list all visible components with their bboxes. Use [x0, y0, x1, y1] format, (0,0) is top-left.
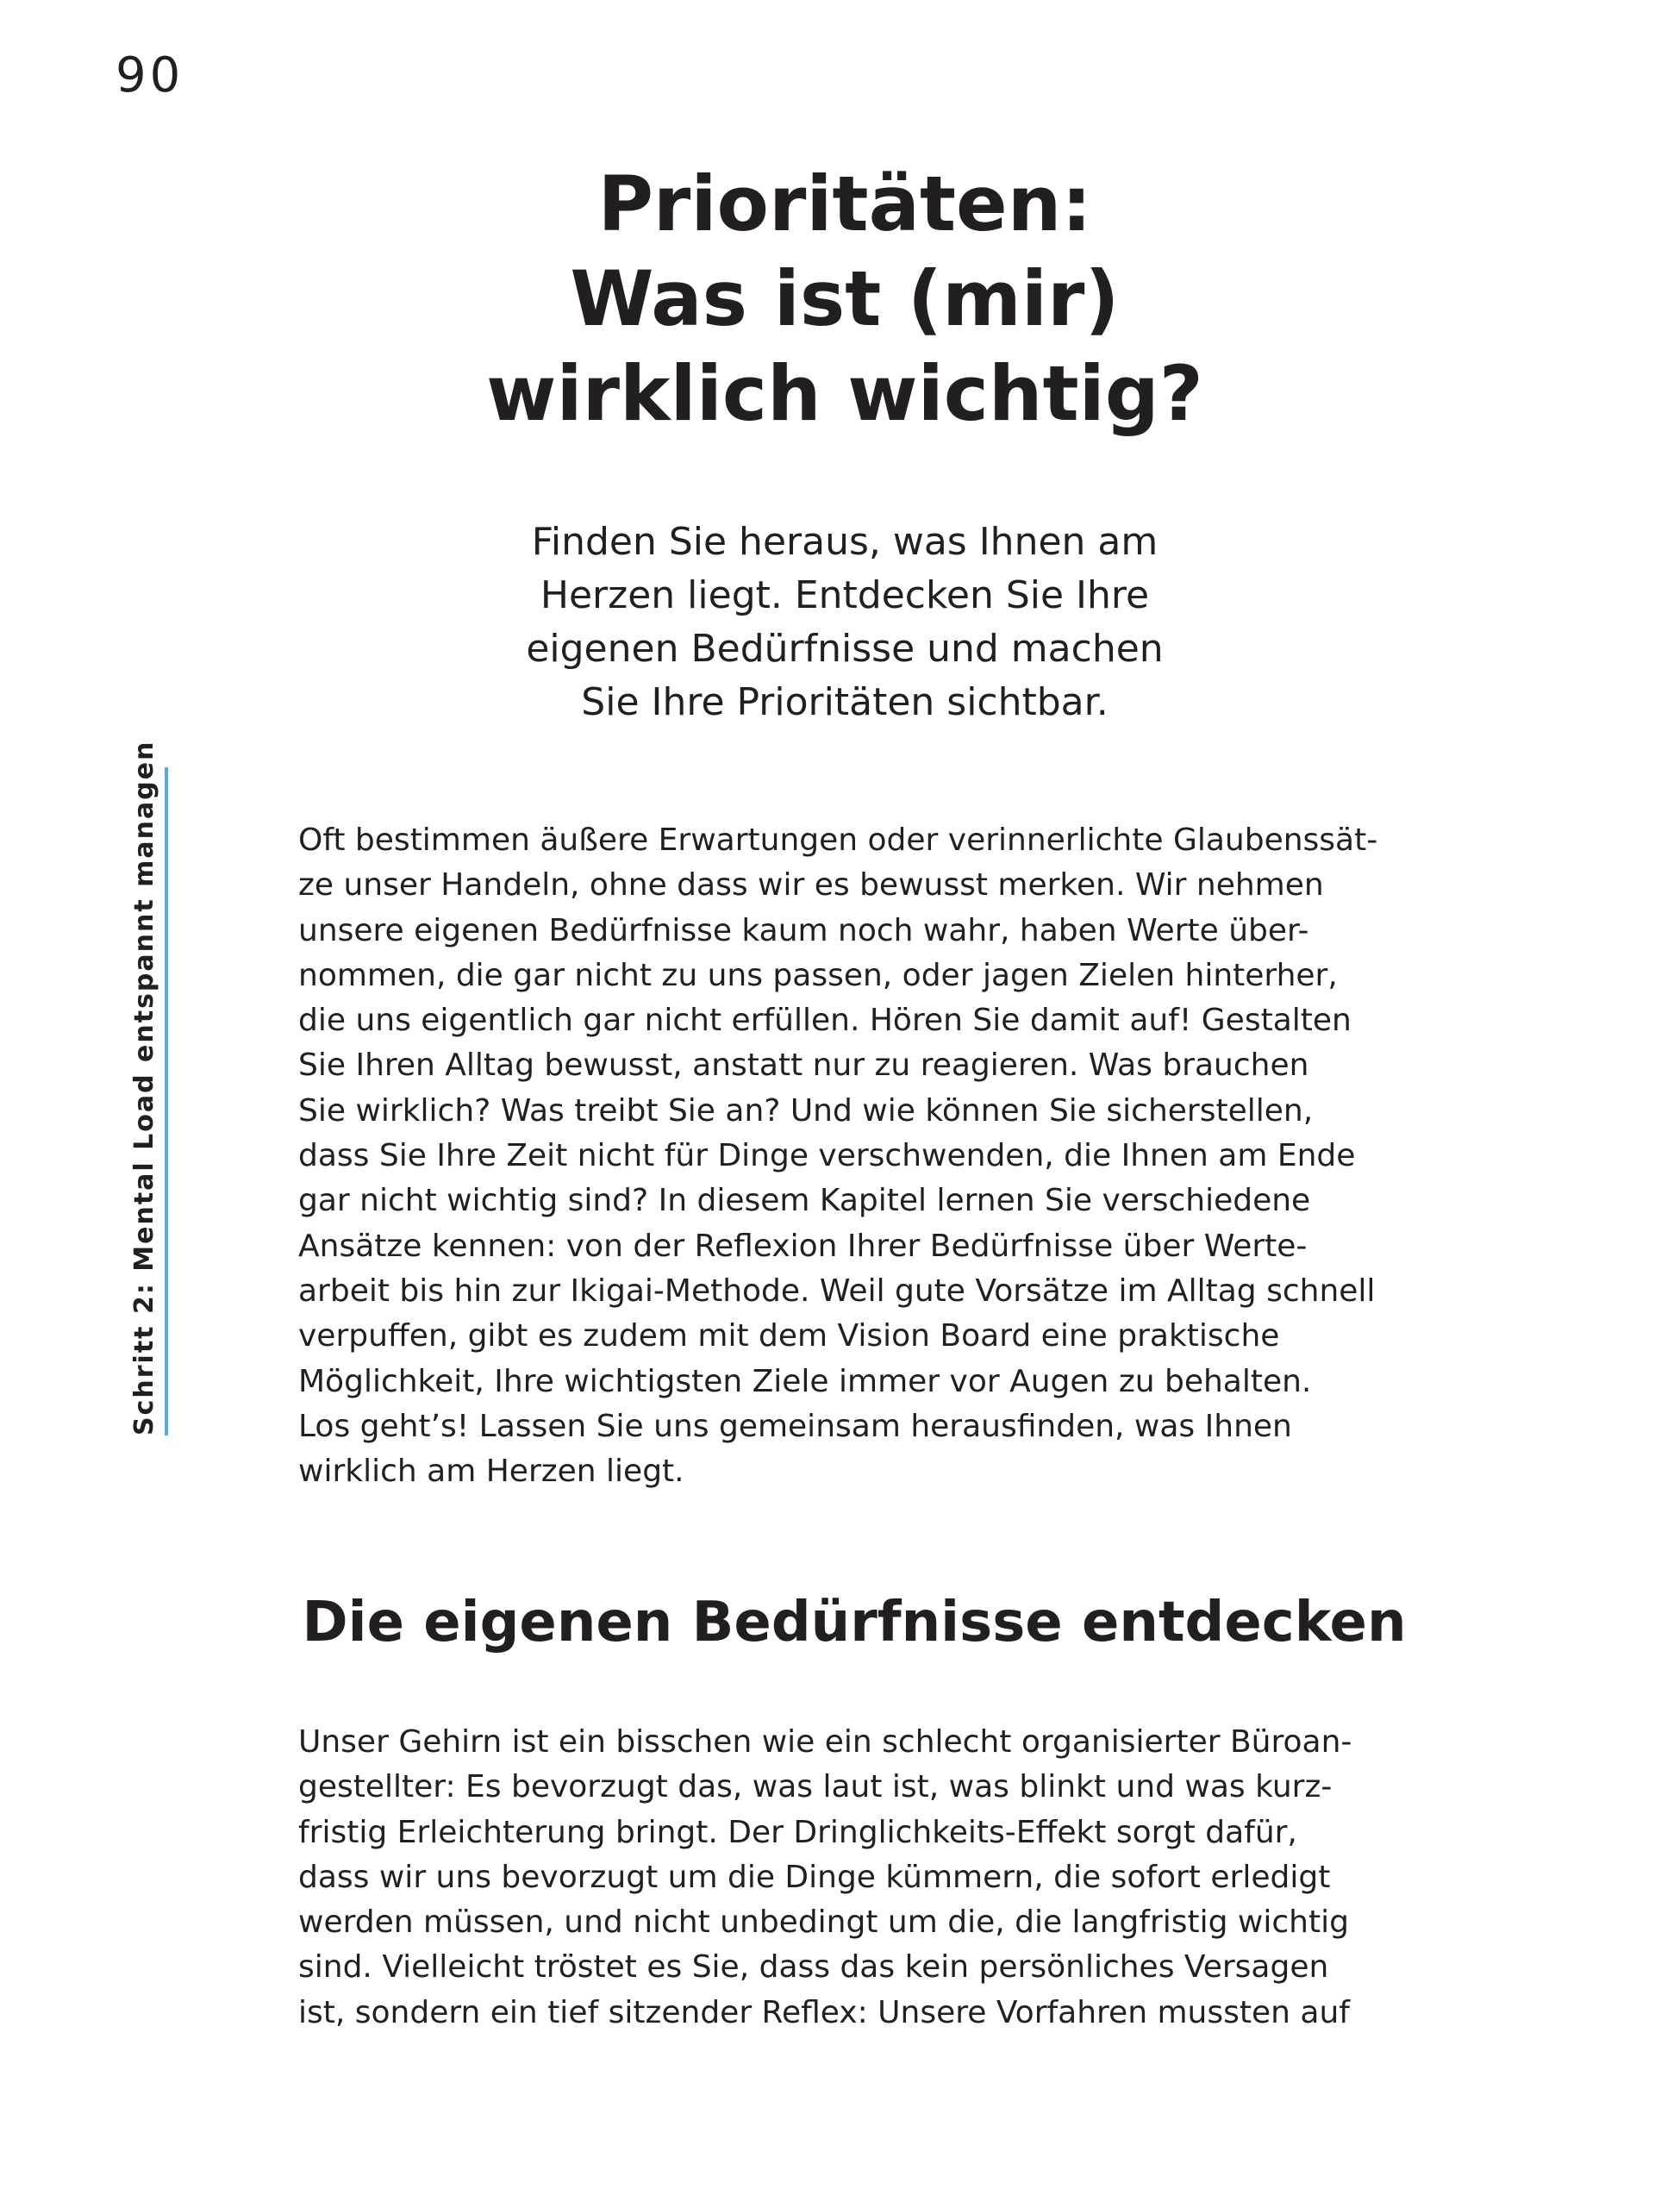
- chapter-title-line: wirklich wichtig?: [486, 349, 1203, 438]
- lead-line: Herzen liegt. Entdecken Sie Ihre: [540, 573, 1150, 617]
- text-line: fristig Erleichterung bringt. Der Dringlichkeits-Effekt sorgt dafür,: [298, 1814, 1297, 1850]
- chapter-title-line: Prioritäten:: [597, 159, 1092, 248]
- text-line: Los geht’s! Lassen Sie uns gemeinsam herausfinden, was Ihnen: [298, 1408, 1292, 1444]
- text-line: ist, sondern ein tief sitzender Reflex: Unsere Vorfahren mussten auf: [298, 1994, 1350, 2030]
- text-line: Möglichkeit, Ihre wichtigsten Ziele immer vor Augen zu behalten.: [298, 1363, 1312, 1399]
- section-paragraph: [298, 1720, 1410, 2036]
- intro-paragraph: [298, 818, 1410, 1494]
- text-line: Oft bestimmen äußere Erwartungen oder verinnerlichte Glaubenssät-: [298, 822, 1378, 858]
- text-line: ze unser Handeln, ohne dass wir es bewusst merken. Wir nehmen: [298, 867, 1324, 904]
- text-line: nommen, die gar nicht zu uns passen, oder jagen Zielen hinterher,: [298, 957, 1338, 993]
- text-line: Sie Ihren Alltag bewusst, anstatt nur zu reagieren. Was brauchen: [298, 1048, 1309, 1084]
- text-line: arbeit bis hin zur Ikigai-Methode. Weil gute Vorsätze im Alltag schnell: [298, 1273, 1376, 1309]
- text-line: dass Sie Ihre Zeit nicht für Dinge verschwenden, die Ihnen am Ende: [298, 1138, 1356, 1174]
- text-line: werden müssen, und nicht unbedingt um die, die langfristig wichtig: [298, 1904, 1349, 1941]
- text-line: verpuffen, gibt es zudem mit dem Vision Board eine praktische: [298, 1318, 1280, 1354]
- lead-line: eigenen Bedürfnisse und machen: [526, 627, 1164, 671]
- chapter-title-line: Was ist (mir): [570, 254, 1120, 343]
- lead-line: Sie Ihre Prioritäten sichtbar.: [581, 680, 1109, 724]
- section-heading: Die eigenen Bedürfnisse entdecken: [302, 1591, 1407, 1654]
- page-number: 90: [116, 47, 184, 103]
- lead-line: Finden Sie heraus, was Ihnen am: [531, 520, 1159, 564]
- text-line: Ansätze kennen: von der Reflexion Ihrer Bedürfnisse über Werte-: [298, 1228, 1308, 1264]
- text-line: Sie wirklich? Was treibt Sie an? Und wie können Sie sicherstellen,: [298, 1092, 1314, 1129]
- text-line: gar nicht wichtig sind? In diesem Kapitel lernen Sie verschiedene: [298, 1183, 1311, 1219]
- text-line: wirklich am Herzen liegt.: [298, 1454, 684, 1490]
- text-line: sind. Vielleicht tröstet es Sie, dass das kein persönliches Versagen: [298, 1949, 1329, 1986]
- side-running-head: Schritt 2: Mental Load entspannt managen: [129, 740, 159, 1435]
- text-line: dass wir uns bevorzugt um die Dinge kümmern, die sofort erledigt: [298, 1859, 1331, 1895]
- text-line: die uns eigentlich gar nicht erfüllen. Hören Sie damit auf! Gestalten: [298, 1003, 1352, 1039]
- text-line: gestellter: Es bevorzugt das, was laut ist, was blinkt und was kurz-: [298, 1769, 1333, 1805]
- chapter-title: [397, 157, 1293, 441]
- chapter-lead: [448, 516, 1241, 729]
- text-line: unsere eigenen Bedürfnisse kaum noch wahr, haben Werte über-: [298, 912, 1309, 948]
- text-line: Unser Gehirn ist ein bisschen wie ein schlecht organisierter Büroan-: [298, 1724, 1352, 1760]
